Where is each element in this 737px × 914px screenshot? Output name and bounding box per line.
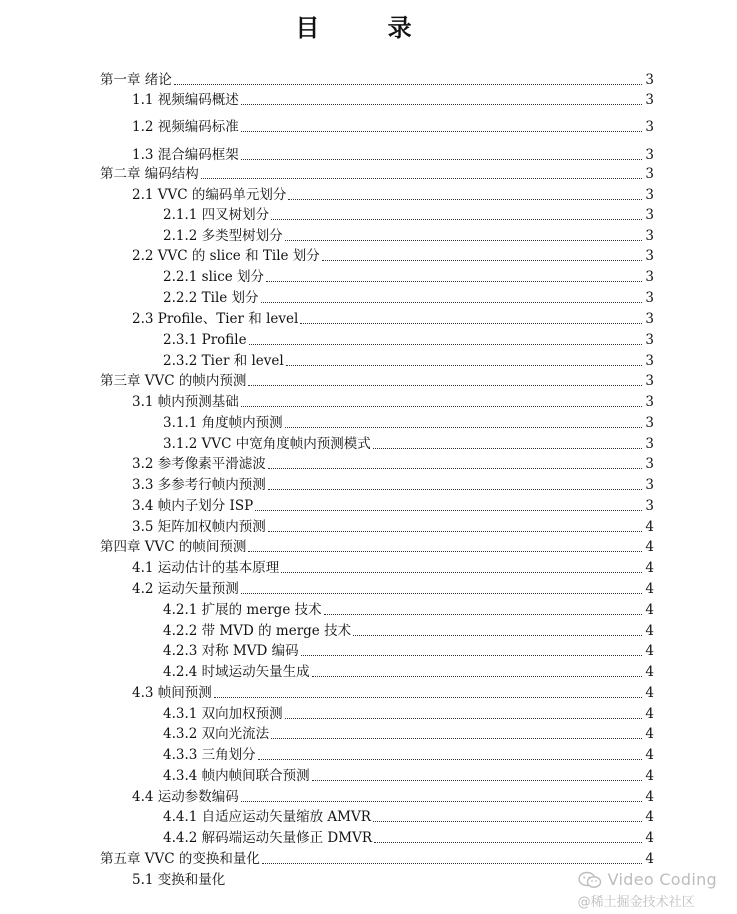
toc-leader-dots (288, 198, 642, 200)
toc-entry-label: 2.1.2 多类型树划分 (163, 228, 283, 244)
toc-leader-dots (248, 550, 642, 552)
toc-entry-label: 2.1.1 四叉树划分 (163, 207, 270, 223)
toc-entry-page: 4 (645, 726, 654, 742)
toc-entry-page: 3 (645, 436, 654, 452)
toc-leader-dots (353, 634, 642, 636)
toc-leader-dots (241, 158, 642, 160)
toc-entry-page: 4 (645, 830, 654, 846)
toc-leader-dots (241, 592, 642, 594)
toc-entry[interactable] (163, 744, 654, 764)
toc-entry-page: 3 (645, 498, 654, 514)
page-title: 目 录 (295, 14, 442, 42)
toc-entry[interactable] (163, 266, 654, 286)
toc-entry-page: 4 (645, 539, 654, 555)
toc-leader-dots (281, 571, 642, 573)
toc-entry-label: 第五章 VVC 的变换和量化 (100, 851, 260, 867)
toc-entry-label: 2.2.1 slice 划分 (163, 269, 265, 285)
toc-entry-page: 3 (645, 147, 654, 163)
toc-entry[interactable] (132, 869, 654, 889)
toc-entry[interactable] (100, 848, 654, 868)
toc-entry-label: 2.3.2 Tier 和 level (163, 353, 284, 369)
toc-entry-page: 3 (645, 166, 654, 182)
toc-entry-page: 3 (645, 207, 654, 223)
toc-entry-label: 2.2.2 Tile 划分 (163, 290, 259, 306)
toc-entry[interactable] (132, 116, 654, 136)
toc-entry-label: 3.1 帧内预测基础 (132, 394, 239, 410)
toc-leader-dots (373, 820, 642, 822)
toc-leader-dots (241, 405, 642, 407)
wechat-icon (578, 871, 602, 889)
toc-leader-dots (373, 447, 642, 449)
toc-entry-page: 3 (645, 373, 654, 389)
toc-entry-page: 4 (645, 519, 654, 535)
toc-leader-dots (285, 239, 642, 241)
toc-entry-label: 第四章 VVC 的帧间预测 (100, 539, 247, 555)
toc-entry[interactable] (163, 329, 654, 349)
toc-leader-dots (271, 218, 642, 220)
toc-entry-label: 3.1.2 VVC 中宽角度帧内预测模式 (163, 436, 371, 452)
toc-entry[interactable] (132, 557, 654, 577)
toc-entry-page: 4 (645, 789, 654, 805)
toc-entry-page: 3 (645, 456, 654, 472)
toc-leader-dots (322, 259, 642, 261)
toc-entry-label: 1.1 视频编码概述 (132, 92, 239, 108)
toc-leader-dots (312, 779, 642, 781)
toc-entry-label: 4.3 帧间预测 (132, 685, 212, 701)
toc-entry-label: 4.2.1 扩展的 merge 技术 (163, 602, 322, 618)
toc-leader-dots (174, 83, 642, 85)
toc-entry-page: 4 (645, 809, 654, 825)
toc-leader-dots (262, 862, 642, 864)
toc-entry-page: 3 (645, 353, 654, 369)
toc-entry-label: 4.2 运动矢量预测 (132, 581, 239, 597)
toc-entry-label: 4.1 运动估计的基本原理 (132, 560, 280, 576)
toc-entry[interactable] (100, 536, 654, 556)
toc-entry-label: 1.3 混合编码框架 (132, 147, 239, 163)
toc-leader-dots (271, 737, 642, 739)
toc-entry[interactable] (163, 599, 654, 619)
toc-leader-dots (248, 384, 642, 386)
toc-entry-page: 4 (645, 851, 654, 867)
toc-entry-page: 3 (645, 187, 654, 203)
toc-leader-dots (301, 654, 642, 656)
toc-entry[interactable] (132, 578, 654, 598)
toc-entry[interactable] (132, 89, 654, 109)
toc-entry[interactable] (132, 453, 654, 473)
toc-leader-dots (241, 103, 642, 105)
toc-entry-label: 4.3.3 三角划分 (163, 747, 256, 763)
toc-entry-page: 3 (645, 477, 654, 493)
toc-entry[interactable] (163, 827, 654, 847)
toc-entry-page: 3 (645, 228, 654, 244)
toc-entry[interactable] (163, 433, 654, 453)
toc-leader-dots (268, 530, 642, 532)
watermark-title: Video Coding (607, 870, 717, 889)
toc-entry-label: 4.4.2 解码端运动矢量修正 DMVR (163, 830, 372, 846)
toc-leader-dots (286, 364, 642, 366)
toc-entry-page: 4 (645, 706, 654, 722)
toc-entry-label: 2.2 VVC 的 slice 和 Tile 划分 (132, 248, 320, 264)
watermark (578, 870, 717, 910)
toc-entry-page: 3 (645, 72, 654, 88)
toc-entry-label: 4.2.4 时域运动矢量生成 (163, 664, 310, 680)
toc-entry-label: 3.1.1 角度帧内预测 (163, 415, 283, 431)
toc-entry[interactable] (163, 620, 654, 640)
toc-entry[interactable] (163, 350, 654, 370)
toc-leader-dots (214, 696, 642, 698)
toc-entry-label: 4.3.1 双向加权预测 (163, 706, 283, 722)
toc-entry-page: 3 (645, 415, 654, 431)
toc-leader-dots (300, 322, 642, 324)
toc-entry-page: 4 (645, 602, 654, 618)
toc-entry-page: 3 (645, 248, 654, 264)
toc-leader-dots (241, 130, 642, 132)
toc-leader-dots (261, 301, 642, 303)
toc-entry-page: 4 (645, 747, 654, 763)
toc-entry-label: 4.4.1 自适应运动矢量缩放 AMVR (163, 809, 371, 825)
toc-entry-label: 3.2 参考像素平滑滤波 (132, 456, 266, 472)
toc-entry-label: 3.4 帧内子划分 ISP (132, 498, 254, 514)
toc-leader-dots (258, 758, 642, 760)
toc-entry[interactable] (163, 765, 654, 785)
toc-entry-label: 第三章 VVC 的帧内预测 (100, 373, 247, 389)
toc-entry-label: 3.3 多参考行帧内预测 (132, 477, 266, 493)
toc-entry-page: 3 (645, 332, 654, 348)
toc-entry-label: 5.1 变换和量化 (132, 872, 226, 888)
toc-leader-dots (374, 841, 642, 843)
toc-leader-dots (241, 800, 642, 802)
toc-entry-label: 第一章 绪论 (100, 72, 172, 88)
toc-entry-label: 2.3.1 Profile (163, 332, 247, 348)
toc-entry[interactable] (100, 163, 654, 183)
toc-entry-page: 3 (645, 311, 654, 327)
toc-entry-label: 1.2 视频编码标准 (132, 119, 239, 135)
toc-entry[interactable] (163, 703, 654, 723)
toc-entry[interactable] (132, 474, 654, 494)
toc-leader-dots (285, 717, 642, 719)
toc-entry-page: 4 (645, 560, 654, 576)
toc-entry[interactable] (163, 225, 654, 245)
toc-entry[interactable] (132, 495, 654, 515)
toc-entry-page: 4 (645, 643, 654, 659)
toc-entry[interactable] (163, 412, 654, 432)
toc-leader-dots (201, 177, 642, 179)
toc-entry[interactable] (132, 245, 654, 265)
toc-leader-dots (324, 613, 642, 615)
toc-entry-label: 4.3.4 帧内帧间联合预测 (163, 768, 310, 784)
toc-entry-page: 3 (645, 92, 654, 108)
toc-entry-label: 3.5 矩阵加权帧内预测 (132, 519, 266, 535)
toc-leader-dots (268, 467, 642, 469)
toc-entry[interactable] (100, 69, 654, 89)
toc-leader-dots (268, 488, 642, 490)
toc-entry[interactable] (132, 391, 654, 411)
toc-entry-label: 4.3.2 双向光流法 (163, 726, 270, 742)
toc-entry-label: 2.1 VVC 的编码单元划分 (132, 187, 287, 203)
toc-entry-label: 4.2.2 带 MVD 的 merge 技术 (163, 623, 352, 639)
toc-entry[interactable] (100, 370, 654, 390)
toc-leader-dots (255, 509, 642, 511)
toc-entry[interactable] (132, 786, 654, 806)
toc-entry-page: 3 (645, 394, 654, 410)
watermark-source: @稀土掘金技术社区 (577, 895, 695, 910)
toc-entry[interactable] (132, 308, 654, 328)
toc-entry[interactable] (163, 640, 654, 660)
toc-entry-page: 3 (645, 269, 654, 285)
toc-entry[interactable] (163, 287, 654, 307)
toc-entry-label: 第二章 编码结构 (100, 166, 199, 182)
toc-leader-dots (266, 280, 642, 282)
toc-leader-dots (249, 343, 642, 345)
toc-entry[interactable] (132, 682, 654, 702)
toc-entry-page: 4 (645, 581, 654, 597)
toc-entry[interactable] (163, 723, 654, 743)
toc-entry[interactable] (163, 204, 654, 224)
toc-entry-page: 4 (645, 623, 654, 639)
toc-entry[interactable] (163, 661, 654, 681)
toc-leader-dots (285, 426, 642, 428)
toc-entry-label: 2.3 Profile、Tier 和 level (132, 311, 299, 327)
toc-entry-label: 4.2.3 对称 MVD 编码 (163, 643, 299, 659)
toc-entry-page: 4 (645, 685, 654, 701)
toc-leader-dots (312, 675, 642, 677)
toc-entry-page: 3 (645, 119, 654, 135)
toc-entry-label: 4.4 运动参数编码 (132, 789, 239, 805)
toc-entry[interactable] (163, 806, 654, 826)
toc-entry-page: 4 (645, 664, 654, 680)
toc-entry-page: 4 (645, 768, 654, 784)
toc-entry-page: 3 (645, 290, 654, 306)
toc-entry[interactable] (132, 516, 654, 536)
toc-entry[interactable] (132, 184, 654, 204)
toc-entry[interactable] (132, 144, 654, 164)
